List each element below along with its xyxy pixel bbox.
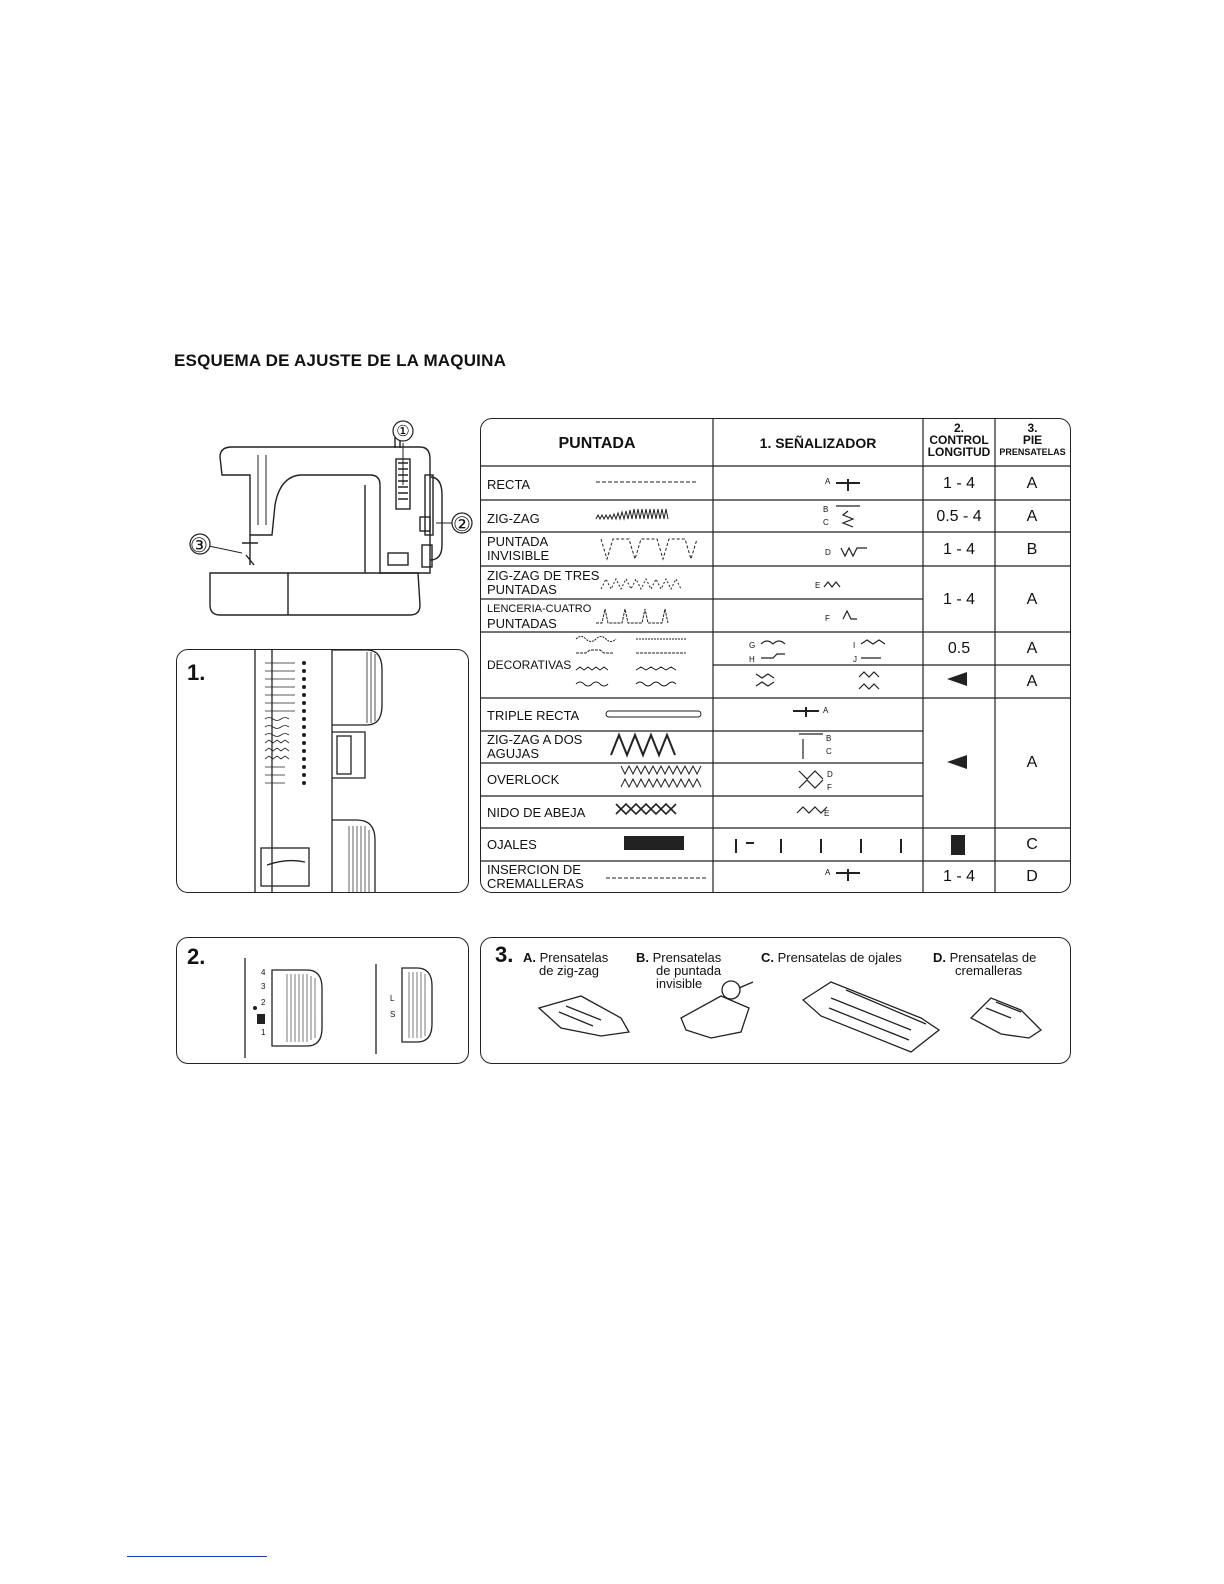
dial-mark-3: 3 [261,982,266,991]
foot-zigzag: A [1026,508,1038,525]
marker-df: D F [827,770,833,792]
row-name-lenceria-2: PUNTADAS [487,616,557,631]
stitch-settings-table [480,418,1071,893]
foot-cremalleras: D [1026,868,1038,885]
row-name-triple: TRIPLE RECTA [487,708,580,723]
dial-mark-4: 4 [261,968,266,977]
marker-g: G [749,641,756,650]
marker-f: F [825,614,830,623]
row-name-nido: NIDO DE ABEJA [487,805,586,820]
callout-1: ① [396,423,410,440]
bottom-rule [127,1556,267,1557]
buttonhole-icon [951,835,965,855]
panel-1-number: 1. [187,660,206,685]
row-name-cremalleras-2: CREMALLERAS [487,876,584,891]
header-puntada: PUNTADA [558,435,636,452]
marker-e2: E [824,809,830,818]
row-name-decorativas: DECORATIVAS [487,658,572,672]
row-name-invisible-2: INVISIBLE [487,548,550,563]
selector-dial-illustration [177,650,468,892]
zipper-foot-icon [971,998,1041,1038]
header-senalizador: 1. SEÑALIZADOR [759,435,877,451]
header-control: 2. CONTROL LONGITUD [927,421,991,459]
foot-a-label: A. Prensatelas de zig-zag [523,950,609,978]
length-tres-lenceria: 1 - 4 [942,591,975,608]
page-title: ESQUEMA DE AJUSTE DE LA MAQUINA [174,351,507,370]
dial-mark-s: S [390,1010,396,1019]
row-name-zigzag: ZIG-ZAG [487,511,540,526]
dial-mark-l: L [390,994,395,1003]
header-pie: 3. PIE PRENSATELAS [999,421,1066,457]
marker-d: D [825,548,831,557]
foot-invisible: B [1026,541,1038,558]
row-name-recta: RECTA [487,477,531,492]
dec-arrow [947,672,967,686]
marker-bc: B C [823,505,829,527]
panel-2-number: 2. [187,944,206,969]
marker-a1: A [825,477,831,486]
buttonhole-foot-icon [803,982,939,1052]
marker-a3: A [825,868,831,877]
length-decorativas: 0.5 [947,640,971,657]
presser-feet-illustrations [481,938,1070,1063]
marker-j: J [853,655,857,664]
row-name-invisible-1: PUNTADA [487,534,549,549]
sewing-machine-illustration [180,415,480,625]
dial-mark-1: 1 [261,1028,266,1037]
triple-arrow [947,755,967,769]
callout-3-label: ③ [190,535,208,557]
marker-bc2: B C [826,734,832,756]
panel-1-selector-detail [176,649,469,893]
row-name-lenceria-1: LENCERIA-CUATRO [487,603,592,615]
row-name-tres-1: ZIG-ZAG DE TRES [487,568,600,583]
row-name-dos-agujas-1: ZIG-ZAG A DOS [487,732,583,747]
length-recta: 1 - 4 [942,475,975,492]
length-zigzag: 0.5 - 4 [936,508,982,525]
row-name-dos-agujas-2: AGUJAS [487,746,540,761]
length-invisible: 1 - 4 [942,541,975,558]
foot-c-label: C. Prensatelas de ojales [761,950,902,965]
row-name-cremalleras-1: INSERCION DE [487,862,581,877]
marker-h: H [749,655,755,664]
length-dial-illustrations [177,938,468,1063]
invisible-foot-icon [681,996,749,1038]
stitch-samples [576,482,706,878]
marker-a2: A [823,706,829,715]
row-name-ojales: OJALES [487,837,537,852]
foot-recta: A [1026,475,1038,492]
foot-decorativas-a: A [1026,640,1038,657]
row-name-overlock: OVERLOCK [487,772,560,787]
indicator-symbols [736,479,901,881]
panel-3-number: 3. [495,942,514,967]
callout-2-label: ② [453,514,471,536]
panel-2-length-control [176,937,469,1064]
length-cremalleras: 1 - 4 [942,868,975,885]
row-name-tres-2: PUNTADAS [487,582,557,597]
foot-tres-lenceria: A [1026,591,1038,608]
panel-3-presser-feet [480,937,1071,1064]
foot-decorativas-b: A [1026,673,1038,690]
foot-group: A [1026,754,1038,771]
zigzag-foot-icon [539,996,629,1036]
foot-b-label: B. Prensatelas de puntada invisible [636,950,722,991]
dial-mark-2: 2 [261,998,266,1007]
marker-i: I [853,641,856,650]
marker-e: E [815,581,821,590]
foot-ojales: C [1026,836,1038,853]
foot-d-label: D. Prensatelas de cremalleras [933,950,1037,978]
